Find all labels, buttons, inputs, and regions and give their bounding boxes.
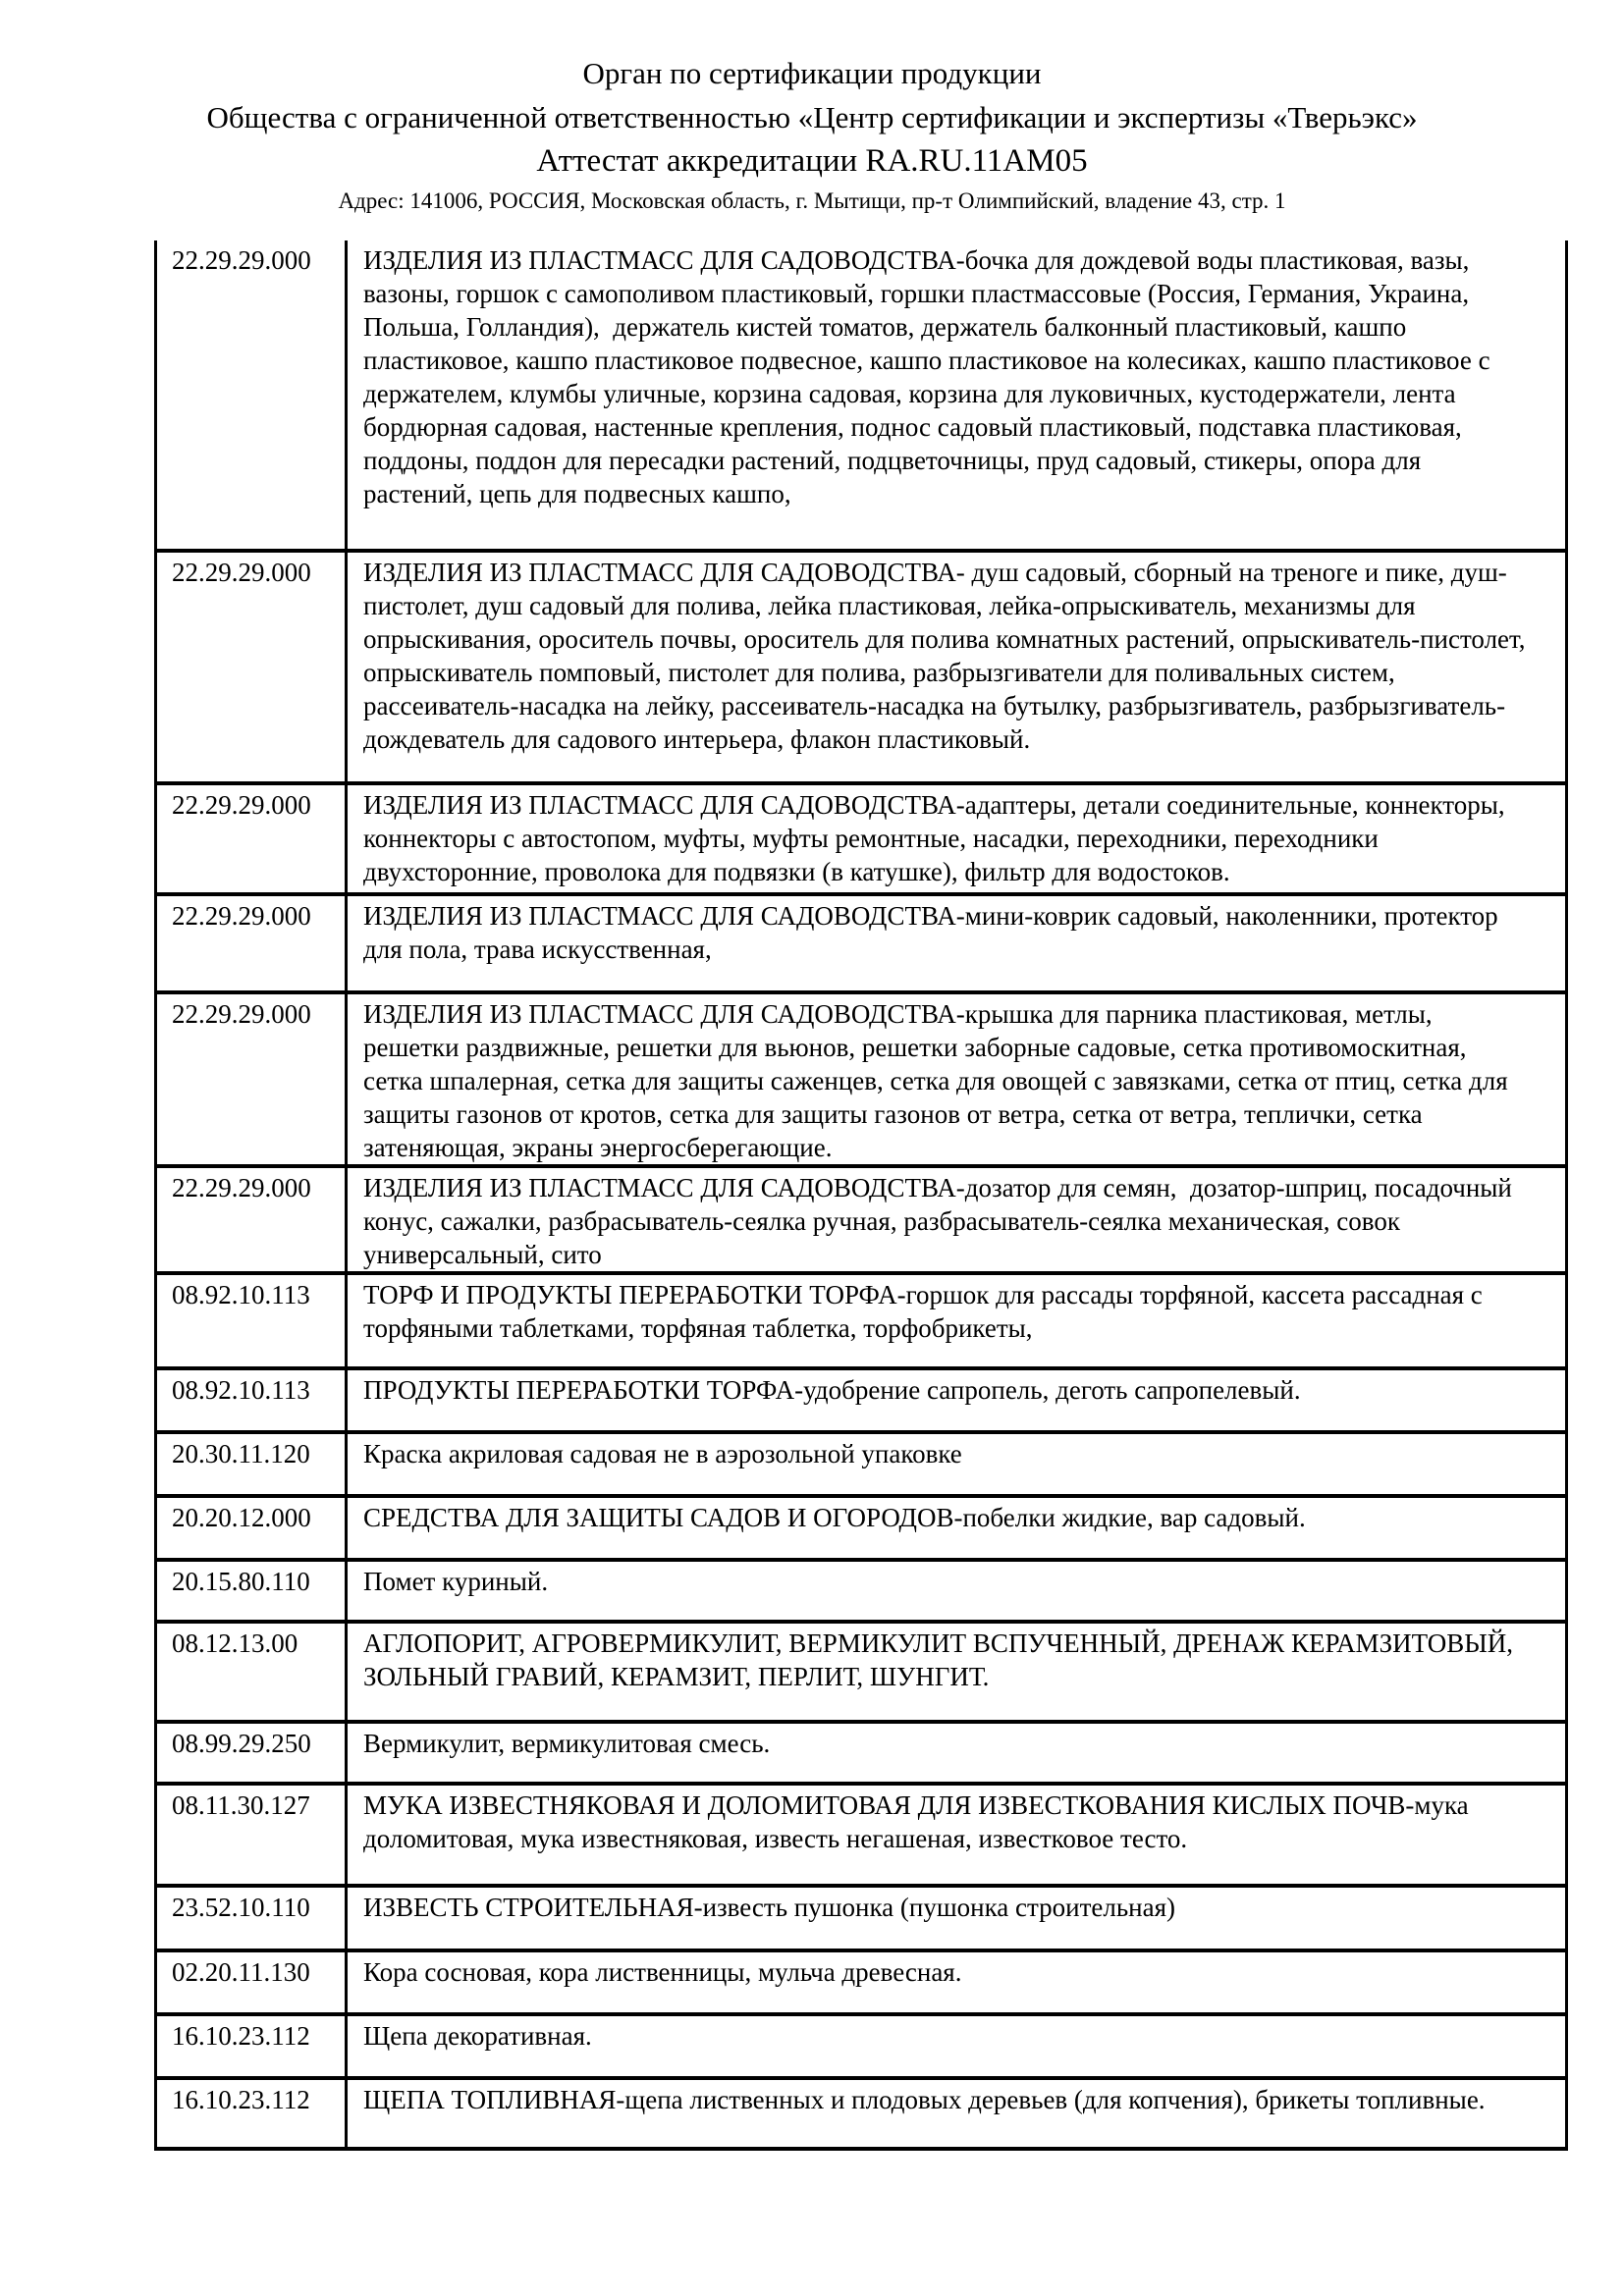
- product-description-cell: Помет куриный.: [363, 1567, 549, 1596]
- product-description-cell: ИЗДЕЛИЯ ИЗ ПЛАСТМАСС ДЛЯ САДОВОДСТВА-дозатор для семян, дозатор-шприц, посадочный конус, сажалки, разбрасыватель-сеялка ручная, разбрасыватель-сеялка механическая, совок универсальный, сито: [363, 1173, 1519, 1269]
- product-code-cell: 22.29.29.000: [157, 994, 348, 1164]
- header-address: Адрес: 141006, РОССИЯ, Московская область, г. Мытищи, пр-т Олимпийский, владение 43, стр. 1: [338, 188, 1286, 213]
- table-row: [157, 1786, 1565, 1888]
- product-code-cell: 08.12.13.00: [157, 1624, 348, 1720]
- table-row: [157, 1624, 1565, 1724]
- product-code-cell: 20.15.80.110: [157, 1562, 348, 1620]
- table-row: [157, 1168, 1565, 1275]
- product-code-cell: 22.29.29.000: [157, 785, 348, 892]
- table-row: [157, 1370, 1565, 1434]
- product-code-cell: 08.99.29.250: [157, 1724, 348, 1782]
- table-row: [157, 2016, 1565, 2080]
- product-code-cell: 20.30.11.120: [157, 1434, 348, 1494]
- product-description-cell: АГЛОПОРИТ, АГРОВЕРМИКУЛИТ, ВЕРМИКУЛИТ ВСПУЧЕННЫЙ, ДРЕНАЖ КЕРАМЗИТОВЫЙ, ЗОЛЬНЫЙ ГРАВИЙ, КЕРАМЗИТ, ПЕРЛИТ, ШУНГИТ.: [363, 1629, 1520, 1691]
- product-code-cell: 16.10.23.112: [157, 2080, 348, 2147]
- product-code-cell: 23.52.10.110: [157, 1888, 348, 1949]
- table-row: [157, 2080, 1565, 2151]
- product-code-cell: 22.29.29.000: [157, 240, 348, 549]
- table-row: [157, 1498, 1565, 1562]
- table-row: [157, 1888, 1565, 1952]
- table-row: [157, 1724, 1565, 1786]
- table-row: [157, 896, 1565, 994]
- header-accreditation: Аттестат аккредитации RA.RU.11АМ05: [536, 143, 1088, 179]
- product-description-cell: ЩЕПА ТОПЛИВНАЯ-щепа лиственных и плодовых деревьев (для копчения), брикеты топливные.: [363, 2085, 1486, 2114]
- product-description-cell: ИЗДЕЛИЯ ИЗ ПЛАСТМАСС ДЛЯ САДОВОДСТВА-адаптеры, детали соединительные, коннекторы, коннекторы с автостопом, муфты, муфты ремонтные, насадки, переходники, переходники двухсторонние, проволока для подвязки (в катушке), фильтр для водостоков.: [363, 790, 1512, 886]
- table-row: [157, 994, 1565, 1168]
- product-code-cell: 08.92.10.113: [157, 1275, 348, 1366]
- product-description-cell: ИЗДЕЛИЯ ИЗ ПЛАСТМАСС ДЛЯ САДОВОДСТВА-бочка для дождевой воды пластиковая, вазы, вазоны, горшок с самополивом пластиковый, горшки пластмассовые (Россия, Германия, Украина, Польша, Голландия), держатель кистей томатов, держатель балконный пластиковый, кашпо пластиковое, кашпо пластиковое подвесное, кашпо пластиковое на колесиках, кашпо пластиковое с держателем, клумбы уличные, корзина садовая, корзина для луковичных, кустодержатели, лента бордюрная садовая, настенные крепления, поднос садовый пластиковый, подставка пластиковая, поддоны, поддон для пересадки растений, подцветочницы, пруд садовый, стикеры, опора для растений, цепь для подвесных кашпо,: [363, 245, 1497, 508]
- header-company-name: Общества с ограниченной ответственностью «Центр сертификации и экспертизы «Тверьэкс»: [206, 100, 1418, 134]
- table-row: [157, 240, 1565, 553]
- product-description-cell: ИЗВЕСТЬ СТРОИТЕЛЬНАЯ-известь пушонка (пушонка строительная): [363, 1893, 1176, 1922]
- product-description-cell: ПРОДУКТЫ ПЕРЕРАБОТКИ ТОРФА-удобрение сапропель, деготь сапропелевый.: [363, 1375, 1301, 1405]
- table-row: [157, 785, 1565, 896]
- products-table: [154, 240, 1568, 2151]
- document-header: [0, 51, 1624, 219]
- product-description-cell: Вермикулит, вермикулитовая смесь.: [363, 1729, 771, 1758]
- product-code-cell: 02.20.11.130: [157, 1952, 348, 2012]
- product-description-cell: Кора сосновая, кора лиственницы, мульча древесная.: [363, 1957, 962, 1987]
- table-row: [157, 1434, 1565, 1498]
- product-description-cell: МУКА ИЗВЕСТНЯКОВАЯ И ДОЛОМИТОВАЯ ДЛЯ ИЗВЕСТКОВАНИЯ КИСЛЫХ ПОЧВ-мука доломитовая, мука известняковая, известь негашеная, известковое тесто.: [363, 1790, 1476, 1853]
- product-code-cell: 22.29.29.000: [157, 553, 348, 781]
- table-row: [157, 1562, 1565, 1624]
- product-code-cell: 20.20.12.000: [157, 1498, 348, 1558]
- product-description-cell: СРЕДСТВА ДЛЯ ЗАЩИТЫ САДОВ И ОГОРОДОВ-побелки жидкие, вар садовый.: [363, 1503, 1306, 1532]
- product-description-cell: ИЗДЕЛИЯ ИЗ ПЛАСТМАСС ДЛЯ САДОВОДСТВА-крышка для парника пластиковая, метлы, решетки раздвижные, решетки для вьюнов, решетки заборные садовые, сетка противомоскитная, сетка шпалерная, сетка для защиты саженцев, сетка для овощей с завязками, сетка от птиц, сетка для защиты газонов от кротов, сетка для защиты газонов от ветра, сетка от ветра, теплички, сетка затеняющая, экраны энергосберегающие.: [363, 999, 1515, 1162]
- product-description-cell: ИЗДЕЛИЯ ИЗ ПЛАСТМАСС ДЛЯ САДОВОДСТВА- душ садовый, сборный на треноге и пике, душ-пистолет, душ садовый для полива, лейка пластиковая, лейка-опрыскиватель, механизмы для опрыскивания, ороситель почвы, ороситель для полива комнатных растений, опрыскиватель-пистолет, опрыскиватель помповый, пистолет для полива, разбрызгиватели для поливальных систем, рассеиватель-насадка на лейку, рассеиватель-насадка на бутылку, разбрызгиватель, разбрызгиватель-дождеватель для садового интерьера, флакон пластиковый.: [363, 558, 1533, 754]
- product-code-cell: 08.92.10.113: [157, 1370, 348, 1430]
- table-row: [157, 1952, 1565, 2016]
- product-code-cell: 22.29.29.000: [157, 896, 348, 990]
- product-description-cell: Краска акриловая садовая не в аэрозольной упаковке: [363, 1439, 962, 1468]
- product-code-cell: 22.29.29.000: [157, 1168, 348, 1271]
- table-row: [157, 553, 1565, 785]
- header-org-title: Орган по сертификации продукции: [582, 56, 1042, 90]
- product-description-cell: Щепа декоративная.: [363, 2021, 592, 2051]
- product-code-cell: 16.10.23.112: [157, 2016, 348, 2076]
- product-description-cell: ТОРФ И ПРОДУКТЫ ПЕРЕРАБОТКИ ТОРФА-горшок для рассады торфяной, кассета рассадная с торфяными таблетками, торфяная таблетка, торфобрикеты,: [363, 1280, 1489, 1343]
- product-code-cell: 08.11.30.127: [157, 1786, 348, 1884]
- product-description-cell: ИЗДЕЛИЯ ИЗ ПЛАСТМАСС ДЛЯ САДОВОДСТВА-мини-коврик садовый, наколенники, протектор для пола, трава искусственная,: [363, 901, 1505, 964]
- table-row: [157, 1275, 1565, 1370]
